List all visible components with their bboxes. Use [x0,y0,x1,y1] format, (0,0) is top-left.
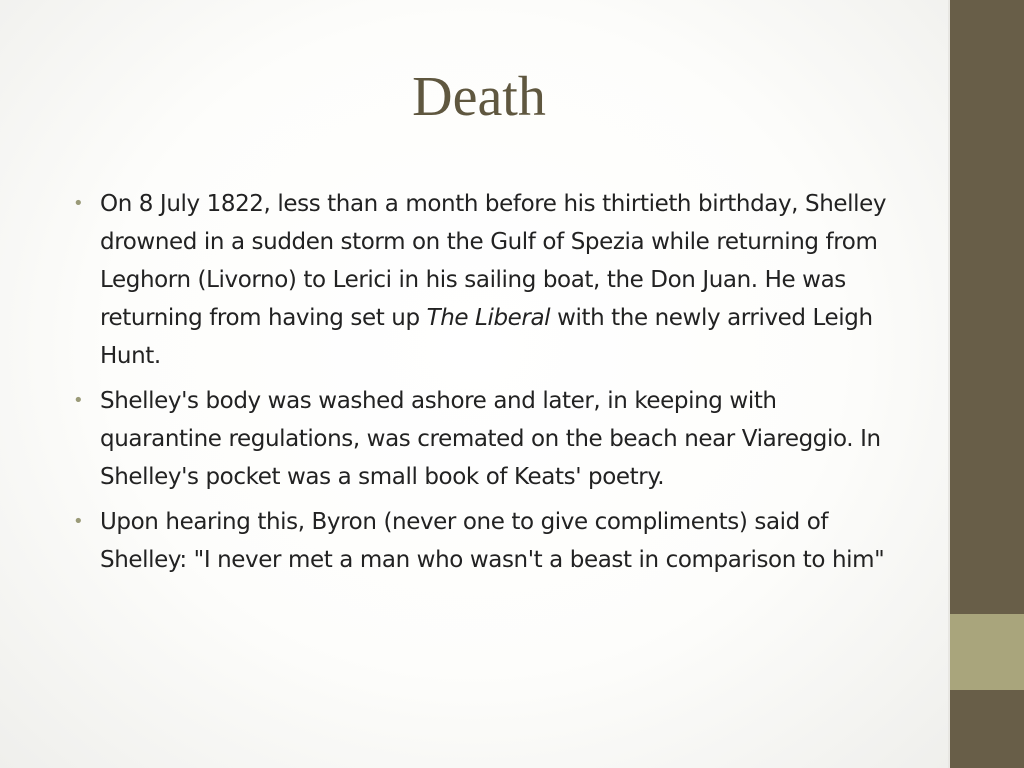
bullet-dot-icon: • [73,390,84,411]
bullet-3-text: Upon hearing this, Byron (never one to give compliments) said of Shelley: "I never met a man who wasn't a beast in comparison to him" [100,509,885,573]
bullet-item-1 [73,185,900,375]
bullet-dot-icon: • [73,193,84,214]
bullet-list [73,185,900,586]
bullet-1-text-end: with the newly arrived Leigh Hunt. [100,305,873,369]
bullet-2-text: Shelley's body was washed ashore and later, in keeping with quarantine regulations, was cremated on the beach near Viareggio. In Shelley's pocket was a small book of Keats' poetry. [100,388,881,490]
bullet-1-text-start: On 8 July 1822, less than a month before his thirtieth birthday, Shelley drowned in a sudden storm on the Gulf of Spezia while returning from Leghorn (Livorno) to Lerici in his sailing boat, the Don Juan. He was returning from having set up [100,191,887,331]
bullet-item-3 [73,503,900,579]
bullet-dot-icon: • [73,511,84,532]
slide-title: Death [412,66,546,128]
side-band-accent-block [950,614,1024,690]
bullet-item-2 [73,382,900,496]
bullet-1-italic-title: The Liberal [426,305,551,331]
side-decor-band [948,0,1024,768]
